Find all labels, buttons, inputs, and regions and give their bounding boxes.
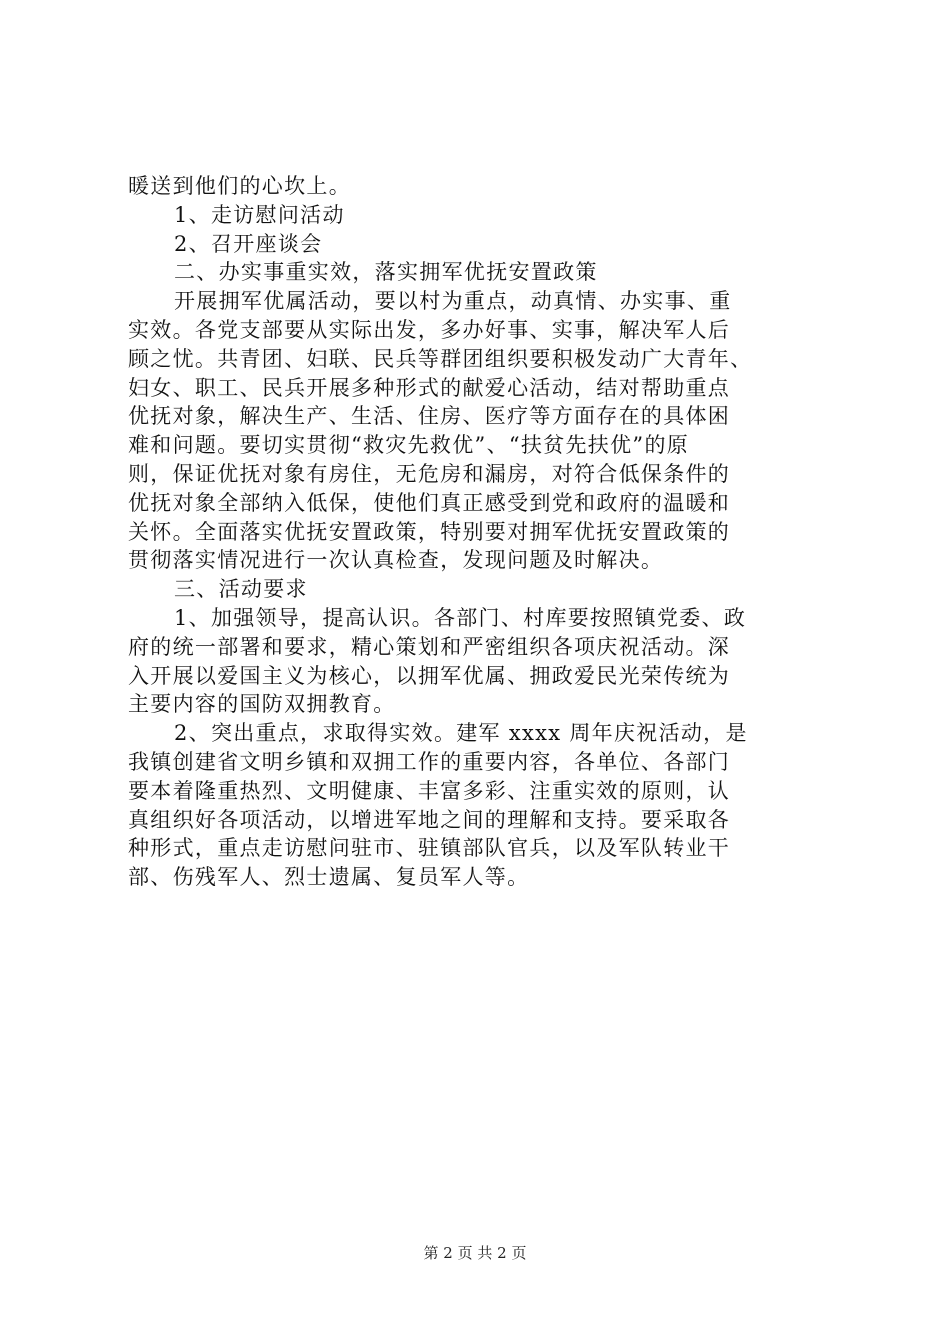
section-heading-3: 三、活动要求 xyxy=(174,577,308,602)
paragraph-line: 优抚对象全部纳入低保，使他们真正感受到党和政府的温暖和 xyxy=(128,490,731,515)
paragraph-line: 妇女、职工、民兵开展多种形式的献爱心活动，结对帮助重点 xyxy=(128,375,731,400)
section-heading-2: 二、办实事重实效，落实拥军优抚安置政策 xyxy=(174,260,598,285)
document-body xyxy=(128,172,832,892)
paragraph-line: 则，保证优抚对象有房住，无危房和漏房，对符合低保条件的 xyxy=(128,461,731,486)
paragraph-line: 开展拥军优属活动，要以村为重点，动真情、办实事、重 xyxy=(174,289,732,314)
list-item-visit: 1、走访慰问活动 xyxy=(174,202,345,227)
paragraph-line: 顾之忧。共青团、妇联、民兵等群团组织要积极发动广大青年、 xyxy=(128,346,753,371)
paragraph-line: 真组织好各项活动，以增进军地之间的理解和支持。要采取各 xyxy=(128,807,731,832)
page-number: 第 2 页 共 2 页 xyxy=(423,1244,527,1262)
paragraph-line: 贯彻落实情况进行一次认真检查，发现问题及时解决。 xyxy=(128,548,664,573)
paragraph-line: 关怀。全面落实优抚安置政策，特别要对拥军优抚安置政策的 xyxy=(128,519,731,544)
text-line: 暖送到他们的心坎上。 xyxy=(128,174,351,198)
paragraph-line: 府的统一部署和要求，精心策划和严密组织各项庆祝活动。深 xyxy=(128,634,731,659)
paragraph-line: 要本着隆重热烈、文明健康、丰富多彩、注重实效的原则，认 xyxy=(128,778,731,803)
paragraph-line: 主要内容的国防双拥教育。 xyxy=(128,692,396,717)
paragraph-line: 种形式，重点走访慰问驻市、驻镇部队官兵，以及军队转业干 xyxy=(128,836,731,861)
paragraph-line: 实效。各党支部要从实际出发，多办好事、实事，解决军人后 xyxy=(128,317,731,342)
paragraph-line: 优抚对象，解决生产、生活、住房、医疗等方面存在的具体困 xyxy=(128,404,731,429)
paragraph-line: 1、加强领导，提高认识。各部门、村库要按照镇党委、政 xyxy=(174,605,747,630)
paragraph-line: 难和问题。要切实贯彻“救灾先救优”、“扶贫先扶优”的原 xyxy=(128,433,690,458)
paragraph-line: 入开展以爱国主义为核心，以拥军优属、拥政爱民光荣传统为 xyxy=(128,663,731,688)
paragraph-line: 我镇创建省文明乡镇和双拥工作的重要内容，各单位、各部门 xyxy=(128,749,731,774)
paragraph-line: 2、突出重点，求取得实效。建军 xxxx 周年庆祝活动，是 xyxy=(174,721,748,746)
list-item-forum: 2、召开座谈会 xyxy=(174,231,323,256)
paragraph-line: 部、伤残军人、烈士遗属、复员军人等。 xyxy=(128,865,530,890)
